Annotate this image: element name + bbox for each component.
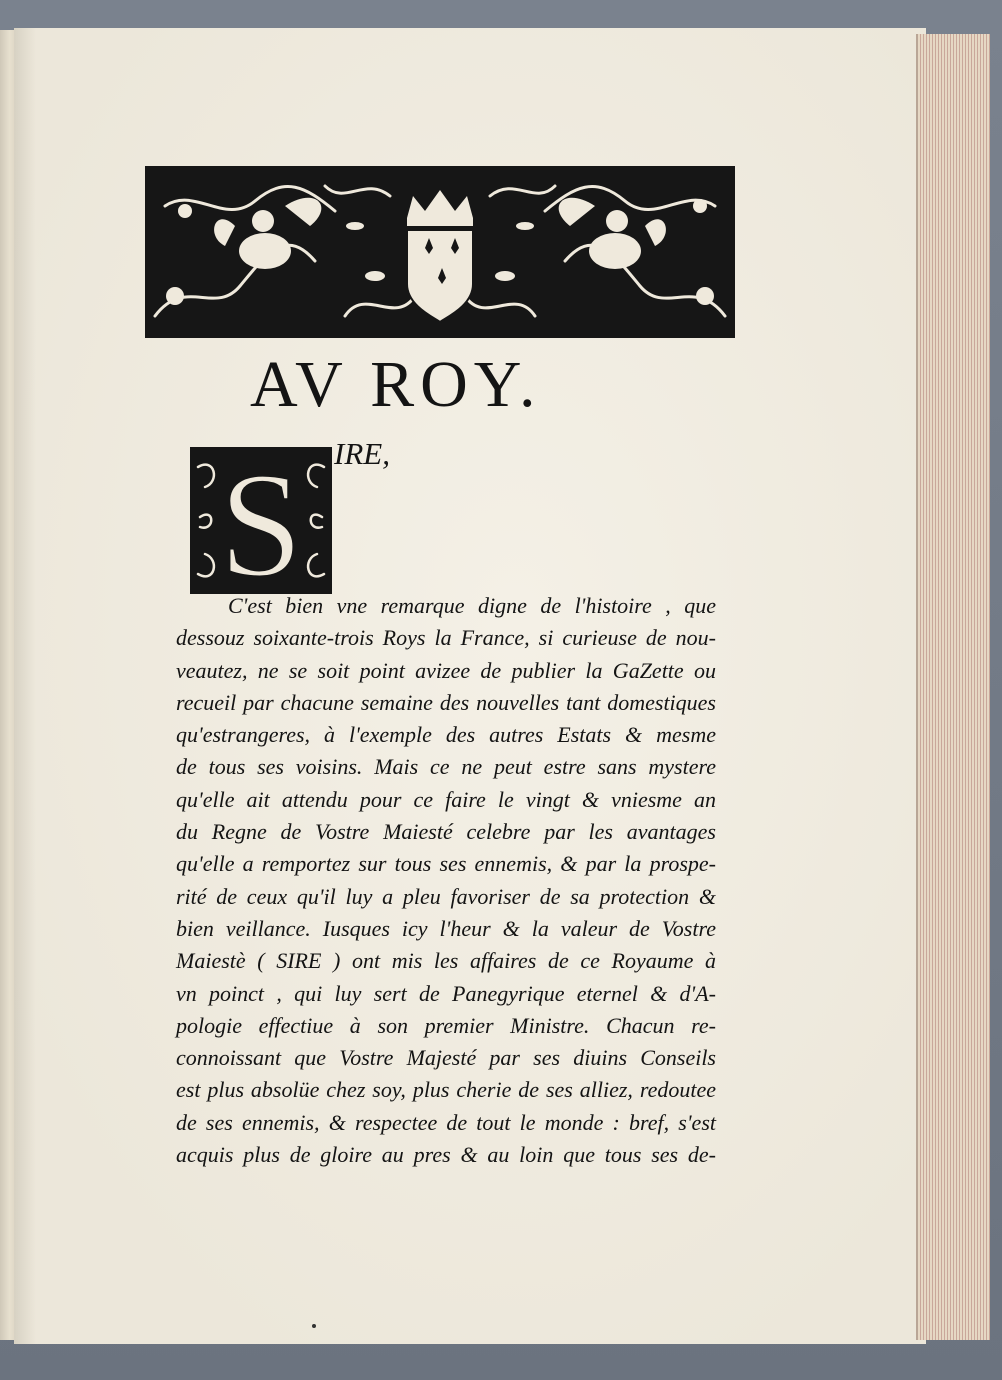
text-line: dessouz soixante-trois Roys la France, si curieuse de nou-	[176, 625, 716, 651]
svg-text:S: S	[219, 447, 303, 594]
text-line: est plus absolüe chez soy, plus cherie de ses alliez, redoutee	[176, 1077, 716, 1103]
dedication-text	[176, 590, 716, 1171]
text-line: pologie effectiue à son premier Ministre. Chacun re-	[176, 1012, 716, 1038]
text-line: connoissant que Vostre Majesté par ses diuins Conseils	[176, 1045, 716, 1071]
text-line: acquis plus de gloire au pres & au loin que tous ses de-	[176, 1142, 716, 1168]
text-line: bien veillance. Iusques icy l'heur & la valeur de Vostre	[176, 915, 716, 941]
text-line: qu'elle a remportez sur tous ses ennemis, & par la prospe-	[176, 851, 716, 877]
text-line: recueil par chacune semaine des nouvelles tant domestiques	[176, 689, 716, 715]
salutation: IRE,	[334, 436, 390, 471]
text-line: du Regne de Vostre Maiesté celebre par les avantages	[176, 819, 716, 845]
text-line: C'est bien vne remarque digne de l'histoire , que	[228, 593, 716, 618]
text-line: qu'estrangeres, à l'exemple des autres Estats & mesme	[176, 722, 716, 748]
text-line: de ses ennemis, & respectee de tout le monde : bref, s'est	[176, 1109, 716, 1135]
page-fore-edge	[916, 34, 990, 1340]
text-line: rité de ceux qu'il luy a pleu favoriser de sa protection &	[176, 883, 716, 909]
text-line: qu'elle ait attendu pour ce faire le vingt & vniesme an	[176, 786, 716, 812]
page-title: AV ROY.	[250, 348, 542, 421]
ornamental-headpiece	[145, 166, 735, 338]
page-gutter-shadow	[14, 28, 36, 1344]
text-line: Maiestè ( SIRE ) ont mis les affaires de ce Royaume à	[176, 948, 716, 974]
text-line: de tous ses voisins. Mais ce ne peut estre sans mystere	[176, 754, 716, 780]
text-line: vn poinct , qui luy sert de Panegyrique eternel & d'A-	[176, 980, 716, 1006]
ink-speck	[312, 1324, 316, 1328]
decorated-initial-letter	[190, 447, 332, 594]
text-line: veautez, ne se soit point avizee de publier la GaZette ou	[176, 657, 716, 683]
